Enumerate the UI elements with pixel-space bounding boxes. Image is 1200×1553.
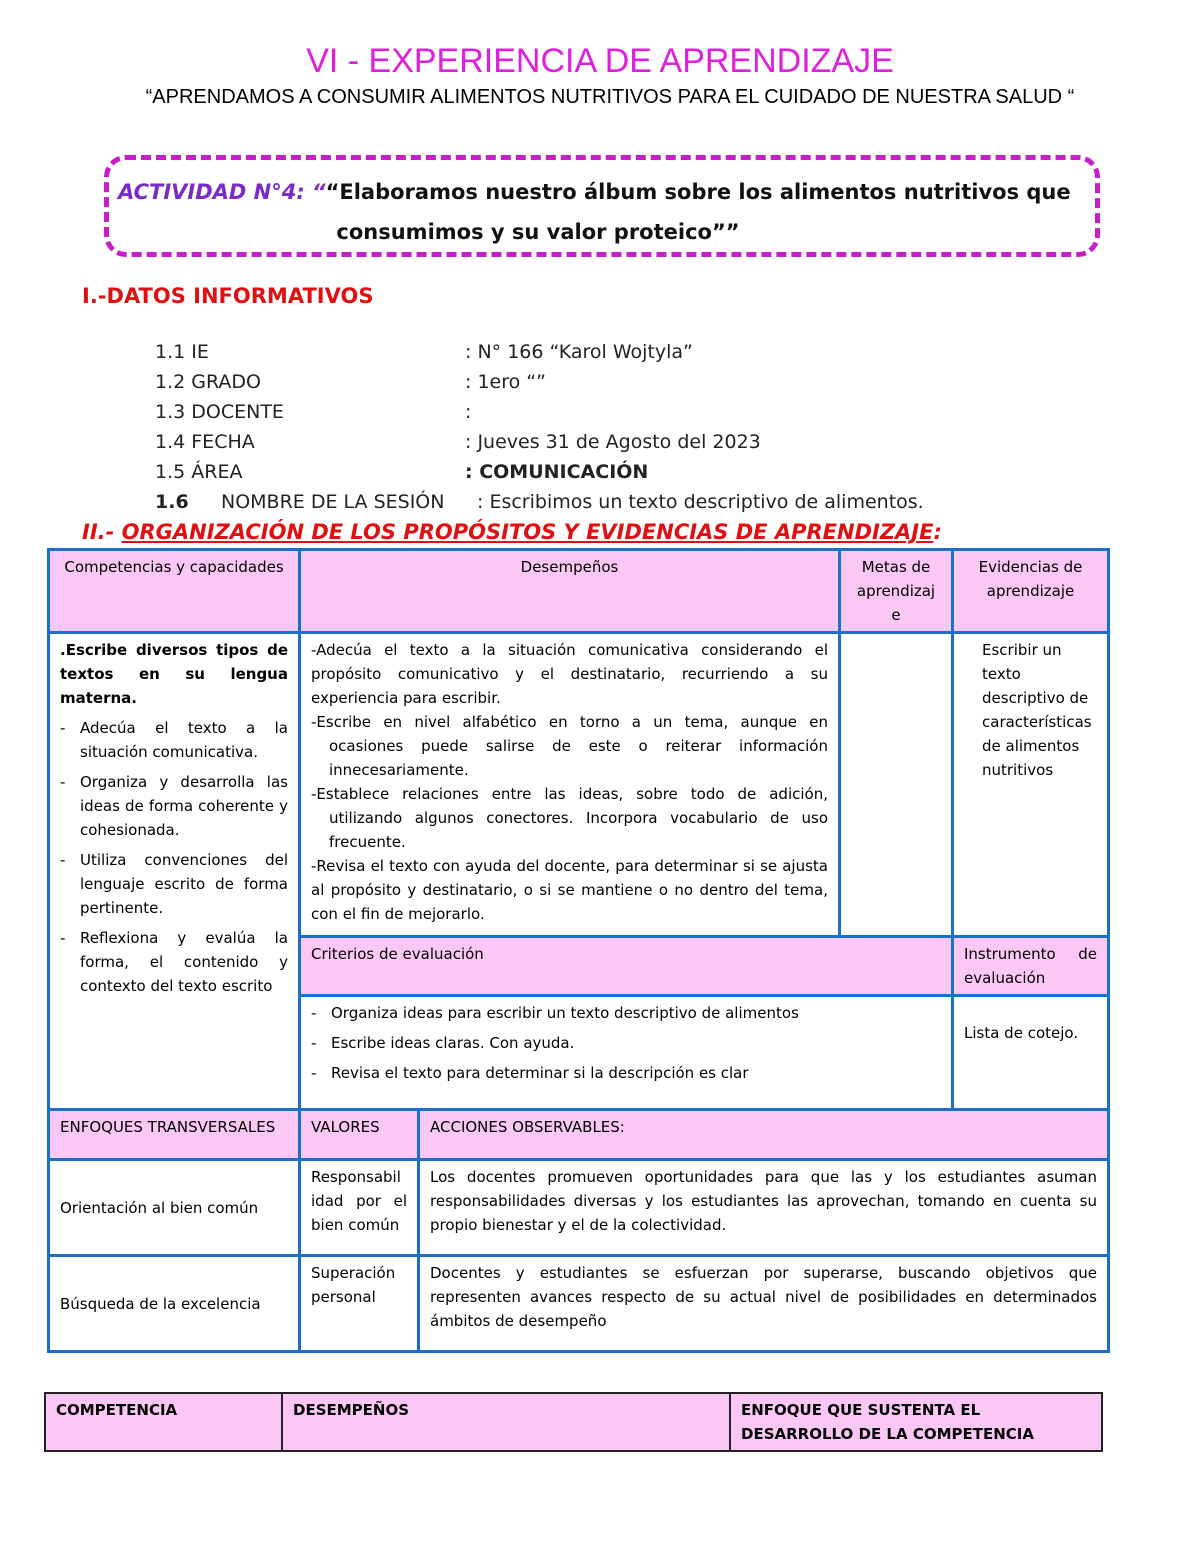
enfoque-bien-comun: Orientación al bien común bbox=[49, 1160, 300, 1256]
header-competencias: Competencias y capacidades bbox=[49, 550, 300, 633]
list-item: - Revisa el texto para determinar si la descripción es clar bbox=[311, 1061, 941, 1085]
info-row-sesion: 1.6 NOMBRE DE LA SESIÓN : Escribimos un texto descriptivo de alimentos. bbox=[155, 491, 924, 513]
metas-cell bbox=[840, 633, 953, 937]
header-desempenos: Desempeños bbox=[300, 550, 840, 633]
list-item: - Organiza y desarrolla las ideas de forma coherente y cohesionada. bbox=[60, 770, 288, 842]
activity-label: ACTIVIDAD N°4: bbox=[118, 180, 305, 204]
criterios-header: Criterios de evaluación bbox=[300, 937, 953, 996]
list-item: - Utiliza convenciones del lenguaje escrito de forma pertinente. bbox=[60, 848, 288, 920]
header-metas: Metas de aprendizaj e bbox=[840, 550, 953, 633]
evidencia-cell: Escribir un texto descriptivo de características de alimentos nutritivos bbox=[953, 633, 1109, 937]
valor-responsabilidad: Responsabil idad por el bien común bbox=[300, 1160, 419, 1256]
header-evidencias: Evidencias de aprendizaje bbox=[953, 550, 1109, 633]
acciones-header: ACCIONES OBSERVABLES: bbox=[419, 1110, 1109, 1160]
competencia-main: .Escribe diversos tipos de textos en su lengua materna. bbox=[60, 641, 288, 707]
section-organizacion: II.- ORGANIZACIÓN DE LOS PROPÓSITOS Y EVIDENCIAS DE APRENDIZAJE: bbox=[82, 520, 942, 544]
enfoques-header: ENFOQUES TRANSVERSALES bbox=[49, 1110, 300, 1160]
criterios-list bbox=[311, 1001, 941, 1085]
instrumento-cell: Lista de cotejo. bbox=[953, 996, 1109, 1110]
list-item: -Escribe en nivel alfabético en torno a un tema, aunque en ocasiones puede salirse de este o reiterar información innecesariamente. bbox=[311, 713, 828, 779]
activity-line-2: consumimos y su valor proteico” bbox=[336, 220, 726, 244]
list-item: -Adecúa el texto a la situación comunicativa considerando el propósito comunicativo y el destinatario, recurriendo a su experiencia para escribir. bbox=[311, 641, 828, 707]
enfoque-excelencia: Búsqueda de la excelencia bbox=[49, 1256, 300, 1352]
list-item: - Reflexiona y evalúa la forma, el contenido y contexto del texto escrito bbox=[60, 926, 288, 998]
info-row-grado: 1.2 GRADO : 1ero “” bbox=[155, 371, 546, 393]
list-item: -Revisa el texto con ayuda del docente, para determinar si se ajusta al propósito y destinatario, o si se mantiene o no dentro del tema, con el fin de mejorarlo. bbox=[311, 857, 828, 923]
activity-line-1: “Elaboramos nuestro álbum sobre los alimentos nutritivos que bbox=[325, 180, 1071, 204]
header-desempenos-bottom: DESEMPEÑOS bbox=[282, 1393, 730, 1451]
info-row-area: 1.5 ÁREA : COMUNICACIÓN bbox=[155, 461, 649, 483]
section-datos-informativos: I.-DATOS INFORMATIVOS bbox=[82, 284, 374, 308]
desempenos-cell bbox=[300, 633, 840, 937]
list-item: -Establece relaciones entre las ideas, sobre todo de adición, utilizando algunos conectores. Incorpora vocabulario de uso frecuente. bbox=[311, 785, 828, 851]
instrumento-header: Instrumento de evaluación bbox=[953, 937, 1109, 996]
header-enfoque: ENFOQUE QUE SUSTENTA EL DESARROLLO DE LA COMPETENCIA bbox=[730, 1393, 1102, 1451]
accion-excelencia: Docentes y estudiantes se esfuerzan por superarse, buscando objetivos que representen avances respecto de su actual nivel de posibilidades en determinados ámbitos de desempeño bbox=[419, 1256, 1109, 1352]
list-item: - Adecúa el texto a la situación comunicativa. bbox=[60, 716, 288, 764]
competency-table bbox=[44, 1392, 1103, 1452]
list-item: - Escribe ideas claras. Con ayuda. bbox=[311, 1031, 941, 1055]
experience-subtitle: “APRENDAMOS A CONSUMIR ALIMENTOS NUTRITIVOS PARA EL CUIDADO DE NUESTRA SALUD “ bbox=[145, 86, 1075, 108]
capacidades-list bbox=[60, 716, 288, 998]
activity-title: ACTIVIDAD N°4: ““Elaboramos nuestro álbum sobre los alimentos nutritivos que consumimos y su valor proteico”” bbox=[118, 180, 1071, 244]
purposes-table bbox=[47, 548, 1110, 1353]
info-row-ie: 1.1 IE : N° 166 “Karol Wojtyla” bbox=[155, 341, 693, 363]
list-item: - Organiza ideas para escribir un texto descriptivo de alimentos bbox=[311, 1001, 941, 1025]
info-row-fecha: 1.4 FECHA : Jueves 31 de Agosto del 2023 bbox=[155, 431, 761, 453]
header-competencia: COMPETENCIA bbox=[45, 1393, 282, 1451]
page-title: VI - EXPERIENCIA DE APRENDIZAJE bbox=[306, 42, 894, 80]
criterios-cell bbox=[300, 996, 953, 1110]
accion-bien-comun: Los docentes promueven oportunidades para que las y los estudiantes asuman responsabilidades diversas y los estudiantes las aprovechan, tomando en cuenta su propio bienestar y el de la colectividad. bbox=[419, 1160, 1109, 1256]
valor-superacion: Superación personal bbox=[300, 1256, 419, 1352]
competencias-cell bbox=[49, 633, 300, 1110]
valores-header: VALORES bbox=[300, 1110, 419, 1160]
info-row-docente: 1.3 DOCENTE : bbox=[155, 401, 472, 423]
